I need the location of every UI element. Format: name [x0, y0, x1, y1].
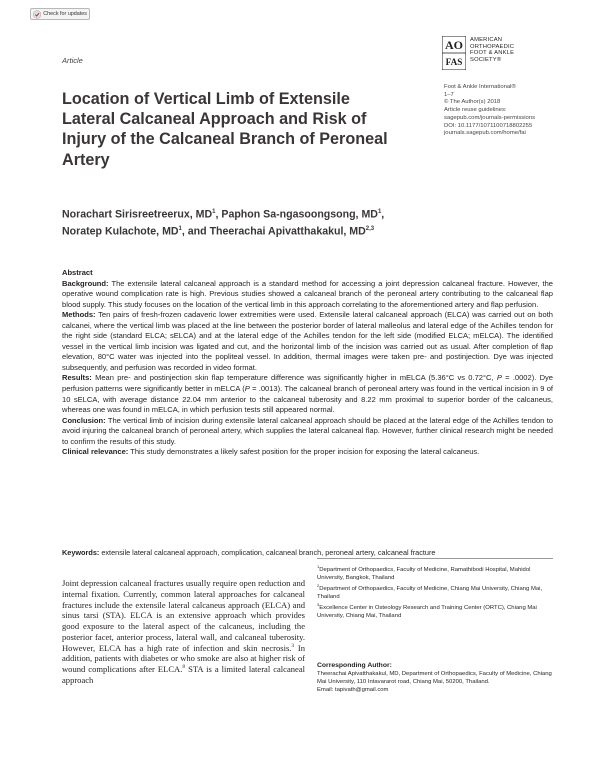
page-range: 1–7	[444, 91, 454, 98]
affiliation-text: Department of Orthopaedics, Faculty of Medicine, Ramathibodi Hospital, Mahidol University, Bangkok, Thailand	[317, 566, 531, 582]
check-for-updates-badge[interactable]	[30, 8, 90, 20]
author-list: Norachart Sirisreetreerux, $MD^1$, Paphon Sa-ngasoongsong, $MD^1$, Noratep Kulachote, $MD^1$, and Theerachai Apivatthakakul, MD$^{2,3}$	[62, 208, 385, 238]
conclusion-text: The vertical limb of incision during extensile lateral calcaneal approach should be placed at the lateral edge of the Achilles tendon to avoid injuring the calcaneal branch of peroneal artery, which supplies the lateral calcaneal flap. However, further clinical research might be needed to confirm the results of this study.	[62, 415, 554, 446]
results-text: Mean pre- and postinjection skin flap temperature difference was significantly higher in mELCA (5.36°C vs 0.72°C,	[95, 373, 497, 383]
abstract-clinical-relevance	[62, 447, 553, 458]
background-label: Background:	[62, 278, 109, 288]
author-name: Noratep Kulachote, MD	[62, 225, 179, 238]
journal-name: Foot & Ankle International®	[444, 84, 516, 90]
keywords	[62, 548, 553, 558]
aofas-logo	[442, 36, 562, 72]
author-affil-sup: 1	[212, 209, 216, 215]
citation-ref[interactable]: 8	[182, 664, 186, 671]
body-introduction	[62, 578, 305, 686]
article-title: Location of Vertical Limb of Extensile Lateral Calcaneal Approach and Risk of Injury of the Calcaneal Branch of Peroneal Artery	[62, 90, 388, 169]
reuse-label: Article reuse guidelines:	[444, 107, 507, 114]
copyright: © The Author(s) 2018	[444, 99, 501, 106]
body-paragraph: STA is a limited lateral calcaneal approach	[62, 664, 306, 685]
author-affil-sup: 1	[178, 226, 182, 233]
corresponding-heading: Corresponding Author:	[317, 662, 392, 669]
abstract	[62, 268, 553, 458]
affiliation-sup: 2	[317, 583, 320, 589]
author-affil-sup: 1	[377, 209, 382, 215]
keywords-label: Keywords:	[62, 548, 100, 557]
clinical-relevance-text: This study demonstrates a likely safest position for the proper incision for exposing the lateral calcaneus.	[130, 447, 480, 457]
corresponding-email[interactable]: Email: tapivath@gmail.com	[317, 687, 389, 694]
author-name: Theerachai Apivatthakakul, MD	[209, 225, 366, 238]
p-value-symbol: P	[496, 373, 502, 383]
affiliation-item	[317, 582, 553, 601]
body-paragraph: Joint depression calcaneal fractures usually require open reduction and internal fixation. Currently, common lateral approaches for calcaneal fractures include the extensile lateral calcaneus approach (ELCA) and sinus tarsi (STA). ELCA is an extensive approach which provides good exposure to the lateral aspect of the calcaneus, including the posterior facet, anterior process, lateral wall, and calcaneal tuberosity. However, ELCA has a high rate of infection and skin necrosis.	[62, 578, 305, 653]
logo-wordmark	[470, 37, 514, 63]
abstract-heading: Abstract	[62, 268, 93, 277]
affiliation-sup: 3	[317, 602, 320, 608]
affiliations	[317, 563, 553, 620]
author-affil-sup: 2,3	[365, 226, 375, 233]
affiliation-text: Excellence Center in Osteology Research and Training Center (ORTC), Chiang Mai University, Chiang Mai, Thailand	[317, 605, 537, 620]
logo-line: SOCIETY®	[470, 56, 502, 63]
corresponding-text: Theerachai Apivatthakakul, MD, Department of Orthopaedics, Faculty of Medicine, Chiang Mai University, 110 Intavararot road, Chiang Mai, 50200, Thailand.	[317, 671, 552, 686]
logo-mark-bottom: FAS	[445, 57, 463, 67]
affiliation-item	[317, 563, 553, 582]
body-paragraph: In addition, patients with diabetes or who smoke are also at higher risk of wound complications after ELCA.	[62, 642, 305, 674]
citation-ref[interactable]: 3	[291, 642, 295, 649]
results-text: = .0013). The calcaneal branch of peroneal artery was found in the vertical incision in 9 of 10 sELCA, with average distance 22.04 mm anterior to the calcaneal tuberosity and 8.22 mm proximal to superior border of the calcaneus, whereas one was found in mELCA, in which perfusion tests still appeared normal.	[62, 384, 553, 415]
doi[interactable]: DOI: 10.1177/1071100718802255	[444, 122, 533, 129]
crossmark-icon	[33, 10, 41, 19]
abstract-background	[62, 279, 553, 311]
logo-line: ORTHOPAEDIC	[470, 43, 515, 50]
article-type: Article	[62, 56, 83, 65]
author-name: Norachart Sirisreetreerux, MD	[62, 208, 213, 221]
conclusion-label: Conclusion:	[62, 415, 106, 425]
p-value-symbol: P	[244, 384, 250, 394]
affiliation-sup: 1	[317, 564, 320, 569]
results-label: Results:	[62, 373, 92, 383]
journal-info	[444, 84, 584, 138]
author-name: Paphon Sa-ngasoongsong, MD	[221, 208, 378, 221]
methods-text: Ten pairs of fresh-frozen cadaveric lower extremities were used. Extensile lateral calcaneal approach (ELCA) was carried out on both calcanei, where the vertical limb was placed at the line between the posterior border of lateral malleolus and lateral edge of the Achilles tendon for the right side (standard ELCA; sELCA) and at the lateral edge of the Achilles tendon for the left side (modified ELCA; mELCA). The identified vessel in the vertical limb incision was ligated and cut, and the horizontal limb of the incision was carried out as usual. After completion of flap elevation, 80°C water was injected into the popliteal vessel. In addition, thermal images were taken pre- and postinjection. Dye was injected subsequently, and perfusion was recorded in video format.	[62, 310, 553, 372]
methods-label: Methods:	[62, 310, 96, 320]
affiliation-item	[317, 601, 553, 620]
journal-home-link[interactable]: journals.sagepub.com/home/fai	[444, 130, 526, 137]
logo-line: AMERICAN	[470, 37, 503, 43]
abstract-results	[62, 373, 553, 415]
logo-line: FOOT & ANKLE	[470, 50, 515, 57]
check-for-updates-label: Check for updates	[43, 11, 87, 17]
corresponding-author	[317, 661, 553, 694]
clinical-relevance-label: Clinical relevance:	[62, 447, 129, 457]
logo-mark-top: AO	[445, 38, 463, 52]
abstract-methods	[62, 310, 553, 373]
background-text: The extensile lateral calcaneal approach is a standard method for accessing a joint depression calcaneal fracture. However, the operative wound complication rate is high. Previous studies showed a calcaneal branch of the peroneal artery contributing to the calcaneal flap blood supply. This study focuses on the location of the vertical limb in this approach correlating to the aforementioned artery and flap perfusion.	[62, 278, 553, 309]
keywords-text: extensile lateral calcaneal approach, complication, calcaneal branch, peroneal artery, calcaneal fracture	[101, 548, 436, 557]
affiliation-divider	[317, 558, 553, 559]
permissions-link[interactable]: sagepub.com/journals-permissions	[444, 114, 536, 121]
results-text: = .0002). Dye perfusion patterns were significantly better in mELCA (	[62, 373, 554, 394]
affiliation-text: Department of Orthopaedics, Faculty of Medicine, Chiang Mai University, Chiang Mai, Thailand	[317, 586, 543, 601]
aofas-mark-icon	[442, 36, 466, 70]
abstract-conclusion	[62, 416, 553, 448]
